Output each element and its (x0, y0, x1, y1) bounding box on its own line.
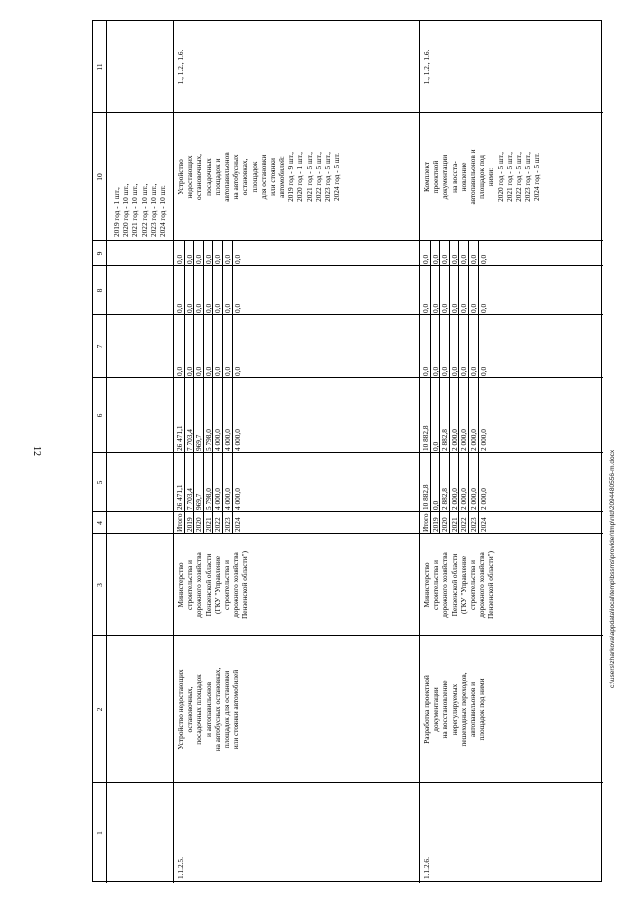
value-cell: 0,0 (469, 241, 479, 266)
text-line: 2020 год - 5 шт., (495, 152, 505, 202)
text-line: автомобилей: (277, 156, 287, 198)
value-cell: 0,0 (204, 241, 214, 266)
text-line: автопавильонов (221, 152, 231, 202)
value-cell: 0,0 (223, 241, 233, 266)
continuation-col10 (111, 182, 168, 240)
value-cell: 0,0 (204, 266, 214, 315)
text-line: или стоянки (267, 158, 277, 196)
value-cell: 4 000,0 (213, 453, 223, 512)
value-cell: 0,0 (175, 315, 185, 378)
column-header-9: 9 (95, 251, 104, 256)
value-cell: 0,0 (440, 241, 450, 266)
values-col6 (421, 378, 488, 453)
text-line: проектной (431, 160, 441, 194)
value-cell: 0,0 (194, 315, 204, 378)
text-line: Пензенской области") (240, 550, 250, 620)
value-cell: 0,0 (431, 453, 441, 512)
text-line: 2023 год - 5 шт., (523, 152, 533, 202)
column-divider (93, 452, 603, 453)
text-line: Пензенской области") (486, 550, 496, 620)
column-header-11: 11 (95, 63, 104, 71)
value-cell: 26 471,1 (175, 378, 185, 453)
text-line: документации (440, 154, 450, 200)
text-line: Устройство недостающих (176, 669, 185, 750)
value-cell: 10 882,8 (421, 378, 431, 453)
value-cell: 969,7 (194, 453, 204, 512)
text-line: на восста- (449, 161, 459, 193)
text-line: на автобусных (231, 154, 241, 200)
text-line: площадок (249, 161, 259, 193)
year-cell: 2021 (204, 512, 214, 534)
text-line: посадочных (203, 158, 213, 196)
text-line: автопавильонов и (467, 681, 477, 738)
column-header-4: 4 (95, 521, 104, 525)
column-header-7: 7 (95, 344, 104, 349)
column-divider (93, 511, 603, 512)
value-cell: 0,0 (232, 254, 242, 264)
column-divider (93, 533, 603, 534)
row-number: 1.1.2.6. (422, 857, 431, 879)
year-cell: Итого (175, 513, 184, 532)
values-col8 (175, 266, 242, 315)
value-cell: 4 000,0 (213, 378, 223, 453)
value-cell: 0,0 (469, 266, 479, 315)
text-line: Пензенской области (203, 553, 213, 617)
year-cell: 2019 (431, 512, 441, 534)
column-header-3: 3 (95, 583, 104, 587)
continuation-line: 2020 год - 10 шт., (121, 183, 131, 237)
value-cell: 26 471,1 (175, 453, 185, 512)
value-cell: 0,0 (223, 315, 233, 378)
text-line: и автопавильонов (203, 681, 213, 738)
text-line: 2024 год - 5 шт. (332, 153, 342, 202)
text-line: 2024 год - 5 шт. (532, 153, 542, 202)
text-line: 2022 год - 5 шт., (513, 152, 523, 202)
value-cell: 2 000,0 (478, 488, 488, 510)
values-col8 (421, 266, 488, 315)
text-line: площадок под (477, 155, 487, 199)
value-cell: 4 000,0 (232, 488, 242, 510)
text-line: дорожного хозяйства (440, 552, 450, 618)
text-line: на автобусных остановках, (212, 667, 222, 752)
text-line: (ГКУ "Управление (212, 556, 222, 614)
column-divider (93, 782, 603, 783)
text-line: посадочных площадок (194, 674, 204, 745)
value-cell: 5 798,0 (204, 378, 214, 453)
text-line: (ГКУ "Управление (458, 556, 468, 614)
indicator-link: 1., 1.2., 1.6. (422, 49, 431, 85)
value-cell: 0,0 (459, 266, 469, 315)
row-number: 1.1.2.5. (176, 857, 185, 879)
continuation-line: 2024 год - 10 шт. (157, 185, 167, 237)
value-cell: 4 000,0 (223, 378, 233, 453)
value-cell: 0,0 (213, 241, 223, 266)
text-line: остановочных, (185, 686, 195, 733)
value-cell: 0,0 (459, 241, 469, 266)
text-line: Министерство (176, 562, 185, 608)
text-line: или стоянки автомобилей (231, 669, 241, 750)
text-line: Устройство (176, 159, 185, 195)
year-cell: 2023 (469, 512, 479, 534)
value-cell: 0,0 (185, 315, 195, 378)
text-line: дорожного хозяйства (477, 552, 487, 618)
column-divider (93, 377, 603, 378)
value-cell: 7 703,4 (185, 378, 195, 453)
file-path-footer: c:\users\zharkova\appdata\local\temp\bssms\provider\tmp\ntd\2094480556-m.docx (609, 449, 616, 688)
text-line: для остановки (258, 154, 268, 200)
activity-name (421, 636, 487, 783)
text-line: строительства и (185, 560, 195, 610)
text-line: документации (431, 687, 441, 732)
continuation-line: 2019 год - 1 шт., (112, 187, 121, 237)
column-header-1: 1 (95, 831, 104, 835)
value-cell: 10 882,8 (421, 453, 431, 512)
text-line: недостающих (185, 155, 195, 199)
text-line: Пензенской области (449, 553, 459, 617)
text-line: 2022 год - 5 шт., (313, 152, 323, 202)
text-line: ними: (486, 167, 496, 187)
continuation-line: 2022 год - 10 шт., (139, 183, 149, 237)
indicator-link: 1., 1.2., 1.6. (176, 49, 185, 85)
value-cell: 0,0 (421, 266, 431, 315)
column-divider (93, 314, 603, 315)
value-cell: 0,0 (175, 241, 185, 266)
text-line: 2021 год - 5 шт., (504, 152, 514, 202)
activity-name (175, 636, 241, 783)
year-cell: 2020 (194, 512, 204, 534)
text-line: площадок и (212, 158, 222, 196)
text-line: пешеходных переходов, (458, 672, 468, 747)
continuation-line: 2021 год - 10 шт., (130, 183, 140, 237)
column-header-5: 5 (95, 480, 104, 485)
year-cell: 2024 (232, 517, 242, 532)
values-col7 (175, 315, 242, 378)
value-cell: 2 000,0 (469, 378, 479, 453)
value-cell: 0,0 (213, 266, 223, 315)
executor (175, 534, 251, 636)
value-cell: 2 882,8 (440, 453, 450, 512)
value-cell: 2 000,0 (459, 378, 469, 453)
value-cell: 0,0 (450, 241, 460, 266)
value-cell: 0,0 (223, 266, 233, 315)
expected-result (175, 113, 342, 241)
year-cell: Итого (421, 513, 430, 532)
value-cell: 0,0 (431, 241, 441, 266)
text-line: дорожного хозяйства (231, 552, 241, 618)
text-line: 2019 год - 9 шт., (286, 152, 296, 202)
values-years (175, 512, 242, 534)
year-cell: 2022 (213, 512, 223, 534)
values-years (421, 512, 488, 534)
value-cell: 0,0 (421, 241, 431, 266)
values-col5 (175, 453, 242, 512)
text-line: площадок под ними (477, 678, 487, 741)
text-line: на восстановление (440, 680, 450, 739)
text-line: Комплект (422, 161, 431, 193)
value-cell: 0,0 (431, 266, 441, 315)
column-header-6: 6 (95, 413, 104, 418)
column-divider (93, 635, 603, 636)
values-col6 (175, 378, 242, 453)
value-cell: 0,0 (450, 315, 460, 378)
value-cell: 0,0 (469, 315, 479, 378)
text-line: дорожного хозяйства (194, 552, 204, 618)
program-table (92, 20, 602, 882)
text-line: нерегулируемых (449, 683, 459, 736)
expected-result (421, 113, 542, 241)
row-divider (173, 21, 174, 883)
value-cell: 2 882,8 (440, 378, 450, 453)
text-line: 2023 год - 5 шт., (323, 152, 332, 202)
value-cell: 4 000,0 (232, 429, 242, 451)
value-cell: 0,0 (213, 315, 223, 378)
row-divider (419, 21, 420, 883)
executor (421, 534, 497, 636)
value-cell: 0,0 (194, 241, 204, 266)
year-cell: 2023 (223, 512, 233, 534)
value-cell: 2 000,0 (450, 378, 460, 453)
value-cell: 0,0 (185, 266, 195, 315)
value-cell: 0,0 (232, 366, 242, 376)
value-cell: 0,0 (421, 315, 431, 378)
value-cell: 0,0 (478, 254, 488, 264)
text-line: Разработка проектной (422, 675, 431, 744)
value-cell: 0,0 (232, 303, 242, 313)
text-line: 2021 год - 5 шт., (304, 152, 314, 202)
value-cell: 2 000,0 (450, 453, 460, 512)
column-header-10: 10 (95, 173, 104, 181)
value-cell: 0,0 (194, 266, 204, 315)
value-cell: 2 000,0 (459, 453, 469, 512)
year-cell: 2021 (450, 512, 460, 534)
text-line: новление (458, 162, 468, 192)
year-cell: 2024 (478, 517, 488, 532)
text-line: остановках, (240, 158, 250, 196)
text-line: 2020 год - 1 шт., (295, 152, 305, 202)
value-cell: 0,0 (450, 266, 460, 315)
text-line: строительства и (467, 560, 477, 610)
text-line: площадок для остановки (221, 670, 231, 749)
year-cell: 2019 (185, 512, 195, 534)
value-cell: 0,0 (431, 315, 441, 378)
value-cell: 969,7 (194, 378, 204, 453)
column-divider (93, 265, 603, 266)
value-cell: 0,0 (175, 266, 185, 315)
year-cell: 2020 (440, 512, 450, 534)
text-line: Министерство (422, 562, 431, 608)
value-cell: 0,0 (204, 315, 214, 378)
column-header-2: 2 (95, 707, 104, 712)
values-col9 (421, 241, 488, 266)
value-cell: 0,0 (478, 303, 488, 313)
value-cell: 5 798,0 (204, 453, 214, 512)
year-cell: 2022 (459, 512, 469, 534)
value-cell: 2 000,0 (478, 429, 488, 451)
text-line: остановочных, (194, 154, 204, 200)
values-col5 (421, 453, 488, 512)
value-cell: 0,0 (459, 315, 469, 378)
value-cell: 0,0 (440, 266, 450, 315)
text-line: строительства и (431, 560, 441, 610)
values-col9 (175, 241, 242, 266)
value-cell: 0,0 (431, 378, 441, 453)
table-content (93, 21, 603, 883)
value-cell: 0,0 (440, 315, 450, 378)
value-cell: 2 000,0 (469, 453, 479, 512)
text-line: строительства и (221, 560, 231, 610)
page-number: 12 (31, 446, 42, 456)
value-cell: 7 703,4 (185, 453, 195, 512)
continuation-line: 2023 год - 10 шт., (148, 183, 158, 237)
value-cell: 0,0 (185, 241, 195, 266)
text-line: автопавильонов и (467, 149, 477, 205)
column-header-8: 8 (95, 288, 104, 293)
values-col7 (421, 315, 488, 378)
value-cell: 4 000,0 (223, 453, 233, 512)
value-cell: 0,0 (478, 366, 488, 376)
